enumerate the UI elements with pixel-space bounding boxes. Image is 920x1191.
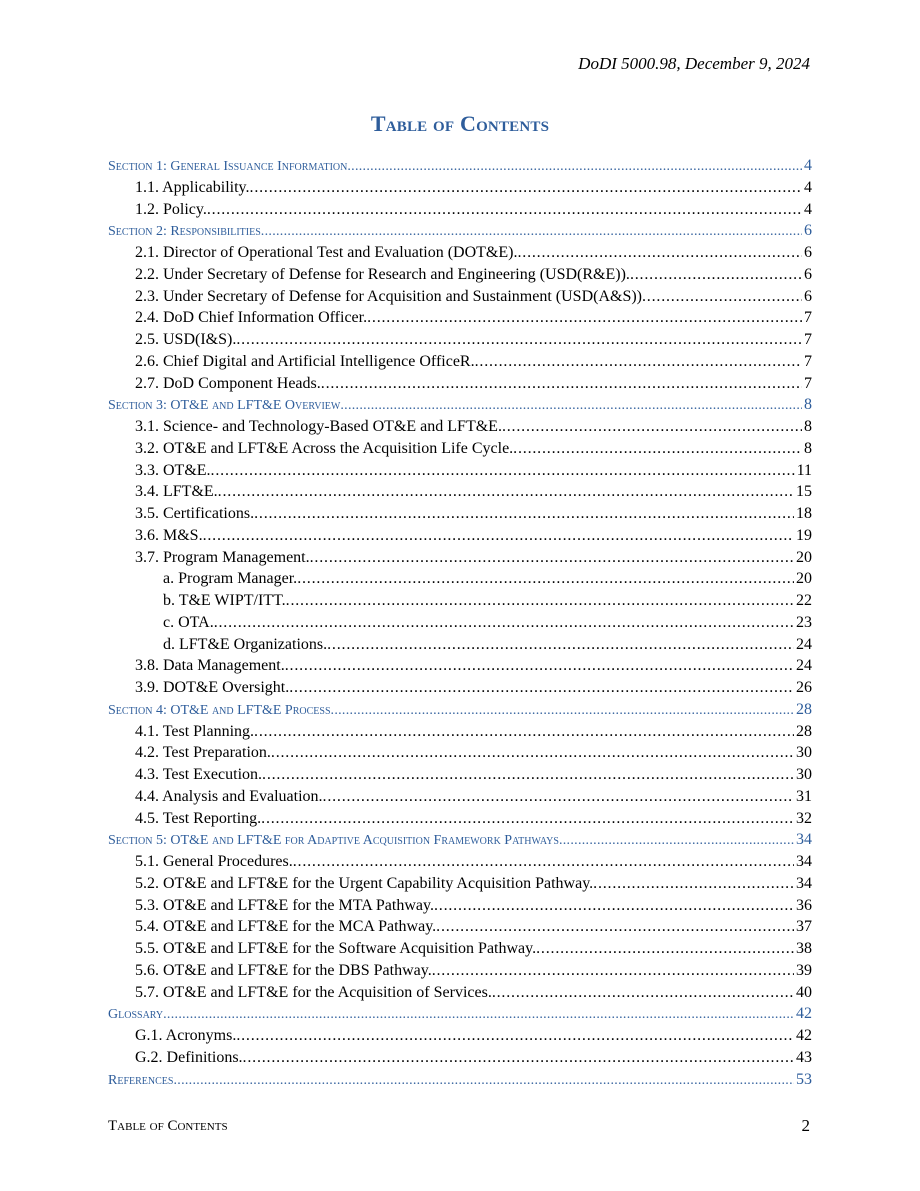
toc-entry-text: 4.5. Test Reporting. bbox=[135, 809, 262, 827]
toc-entry-text: Section 5: OT&E and LFT&E for Adaptive Acquisition Framework Pathways bbox=[108, 833, 559, 849]
toc-section-link[interactable] bbox=[108, 155, 812, 177]
dot-leader bbox=[203, 525, 794, 547]
toc-subsection-link[interactable] bbox=[108, 1025, 812, 1047]
toc-subsection-link[interactable] bbox=[108, 808, 812, 830]
toc-entry-text: 2.6. Chief Digital and Artificial Intelligence OfficeR. bbox=[135, 352, 475, 370]
toc-subsection-link[interactable] bbox=[108, 242, 812, 264]
dot-leader bbox=[243, 1047, 794, 1069]
toc-page-number: 26 bbox=[796, 679, 812, 696]
dot-leader bbox=[630, 264, 802, 286]
toc-entry-text: 3.7. Program Management. bbox=[135, 548, 310, 566]
toc-page-number: 7 bbox=[804, 331, 812, 348]
toc-page-number: 15 bbox=[796, 483, 812, 501]
toc-entry-text: 2.1. Director of Operational Test and Evaluation (DOT&E). bbox=[135, 244, 518, 261]
toc-page-number: 38 bbox=[796, 940, 812, 957]
toc-page-number: 34 bbox=[796, 853, 812, 870]
toc-subsection-link[interactable] bbox=[108, 416, 812, 438]
dot-leader bbox=[436, 916, 794, 938]
dot-leader bbox=[323, 786, 794, 808]
dot-leader bbox=[502, 416, 802, 438]
toc-page-number: 7 bbox=[804, 352, 812, 370]
toc-entry-text: 5.4. OT&E and LFT&E for the MCA Pathway. bbox=[135, 918, 437, 936]
toc-subsection-link[interactable] bbox=[108, 851, 812, 873]
dot-leader bbox=[327, 634, 794, 656]
toc-entry-text: G.1. Acronyms. bbox=[135, 1027, 237, 1044]
dot-leader bbox=[262, 764, 794, 786]
toc-page-number: 22 bbox=[796, 592, 812, 609]
dot-leader bbox=[297, 568, 794, 590]
toc-item-link[interactable] bbox=[108, 590, 812, 612]
toc-subsection-link[interactable] bbox=[108, 438, 812, 460]
toc-subsection-link[interactable] bbox=[108, 982, 812, 1004]
toc-subsection-link[interactable] bbox=[108, 199, 812, 221]
toc-entry-text: 5.3. OT&E and LFT&E for the MTA Pathway. bbox=[135, 896, 434, 914]
toc-page-number: 30 bbox=[796, 744, 812, 762]
toc-entry-text: 2.7. DoD Component Heads. bbox=[135, 374, 321, 392]
toc-page-number: 4 bbox=[804, 157, 812, 174]
dot-leader bbox=[173, 1070, 794, 1091]
toc-entry-text: 3.1. Science- and Technology-Based OT&E and LFT&E. bbox=[135, 418, 502, 435]
toc-page-number: 8 bbox=[804, 439, 812, 457]
dot-leader bbox=[289, 677, 794, 699]
toc-subsection-link[interactable] bbox=[108, 177, 812, 199]
toc-subsection-link[interactable] bbox=[108, 525, 812, 547]
toc-entry-text: c. OTA. bbox=[163, 613, 214, 631]
toc-page-number: 6 bbox=[804, 287, 812, 305]
toc-entry-text: b. T&E WIPT/ITT. bbox=[163, 592, 286, 609]
toc-subsection-link[interactable] bbox=[108, 916, 812, 938]
toc-item-link[interactable] bbox=[108, 612, 812, 634]
toc-subsection-link[interactable] bbox=[108, 503, 812, 525]
dot-leader bbox=[250, 177, 802, 199]
toc-entry-text: 5.7. OT&E and LFT&E for the Acquisition of Services. bbox=[135, 983, 492, 1001]
toc-entry-text: 2.2. Under Secretary of Defense for Research and Engineering (USD(R&E)). bbox=[135, 265, 630, 283]
toc-subsection-link[interactable] bbox=[108, 373, 812, 395]
toc-subsection-link[interactable] bbox=[108, 329, 812, 351]
dot-leader bbox=[285, 655, 794, 677]
toc-entry-text: 4.1. Test Planning. bbox=[135, 722, 255, 740]
toc-page-number: 6 bbox=[804, 265, 812, 283]
dot-leader bbox=[492, 982, 794, 1004]
toc-subsection-link[interactable] bbox=[108, 655, 812, 677]
toc-page-number: 42 bbox=[796, 1027, 812, 1044]
toc-entry-text: 1.1. Applicability. bbox=[135, 178, 250, 196]
toc-page-number: 32 bbox=[796, 809, 812, 827]
toc-page-number: 40 bbox=[796, 983, 812, 1001]
dot-leader bbox=[536, 938, 794, 960]
toc-page-number: 30 bbox=[796, 766, 812, 783]
toc-page-number: 20 bbox=[796, 570, 812, 588]
toc-page-number: 7 bbox=[804, 309, 812, 327]
toc-subsection-link[interactable] bbox=[108, 895, 812, 917]
toc-page-number: 6 bbox=[804, 244, 812, 261]
toc-entry-text: Section 1: General Issuance Information bbox=[108, 159, 348, 174]
toc-section-link[interactable] bbox=[108, 220, 812, 242]
toc-page-number: 20 bbox=[796, 548, 812, 566]
page-title: Table of Contents bbox=[370, 111, 550, 136]
toc-entry-text: 3.8. Data Management. bbox=[135, 657, 285, 675]
dot-leader bbox=[254, 503, 794, 525]
toc-page-number: 6 bbox=[804, 222, 812, 240]
toc-subsection-link[interactable] bbox=[108, 481, 812, 503]
dot-leader bbox=[214, 612, 794, 634]
toc-page-number: 28 bbox=[796, 700, 812, 718]
toc-entry-text: 5.1. General Procedures. bbox=[135, 853, 293, 870]
dot-leader bbox=[293, 851, 794, 873]
toc-page-number: 34 bbox=[796, 874, 812, 892]
dot-leader bbox=[513, 438, 802, 460]
toc-subsection-link[interactable] bbox=[108, 938, 812, 960]
toc-section-link[interactable] bbox=[108, 829, 812, 851]
toc-subsection-link[interactable] bbox=[108, 764, 812, 786]
dot-leader bbox=[271, 742, 794, 764]
toc-page-number: 39 bbox=[796, 961, 812, 979]
toc-entry-text: 1.2. Policy. bbox=[135, 200, 207, 218]
dot-leader bbox=[310, 547, 794, 569]
toc-subsection-link[interactable] bbox=[108, 264, 812, 286]
toc-entry-text: 4.4. Analysis and Evaluation. bbox=[135, 787, 323, 805]
dot-leader bbox=[254, 721, 794, 743]
toc-entry-text: 2.4. DoD Chief Information Officer. bbox=[135, 309, 368, 327]
dot-leader bbox=[367, 307, 802, 329]
toc-section-link[interactable] bbox=[108, 394, 812, 416]
toc-subsection-link[interactable] bbox=[108, 742, 812, 764]
dot-leader bbox=[236, 1025, 794, 1047]
dot-leader bbox=[340, 395, 802, 416]
toc-entry-text: a. Program Manager. bbox=[163, 570, 298, 588]
toc-subsection-link[interactable] bbox=[108, 547, 812, 569]
toc-subsection-link[interactable] bbox=[108, 786, 812, 808]
toc-subsection-link[interactable] bbox=[108, 351, 812, 373]
toc-page-number: 34 bbox=[796, 831, 812, 849]
table-of-contents bbox=[108, 155, 812, 1090]
dot-leader bbox=[347, 156, 802, 177]
toc-page-number: 53 bbox=[796, 1070, 812, 1088]
toc-section-link[interactable] bbox=[108, 1003, 812, 1025]
toc-subsection-link[interactable] bbox=[108, 721, 812, 743]
dot-leader bbox=[163, 1004, 794, 1025]
dot-leader bbox=[321, 373, 802, 395]
toc-page-number: 7 bbox=[804, 374, 812, 392]
toc-page-number: 11 bbox=[796, 461, 812, 479]
toc-entry-text: Glossary bbox=[108, 1007, 164, 1023]
dot-leader bbox=[642, 286, 802, 308]
dot-leader bbox=[434, 895, 794, 917]
toc-subsection-link[interactable] bbox=[108, 460, 812, 482]
dot-leader bbox=[331, 700, 794, 721]
dot-leader bbox=[593, 873, 794, 895]
dot-leader bbox=[207, 199, 802, 221]
dot-leader bbox=[475, 351, 802, 373]
toc-entry-text: 3.9. DOT&E Oversight. bbox=[135, 679, 290, 696]
toc-section-link[interactable] bbox=[108, 699, 812, 721]
toc-entry-text: 4.3. Test Execution. bbox=[135, 766, 263, 783]
toc-page-number: 42 bbox=[796, 1005, 812, 1023]
dot-leader bbox=[432, 960, 794, 982]
toc-page-number: 18 bbox=[796, 505, 812, 522]
toc-item-link[interactable] bbox=[108, 568, 812, 590]
toc-section-link[interactable] bbox=[108, 1069, 812, 1091]
toc-subsection-link[interactable] bbox=[108, 960, 812, 982]
toc-entry-text: Section 3: OT&E and LFT&E Overview bbox=[108, 398, 341, 414]
toc-page-number: 24 bbox=[796, 635, 812, 653]
toc-entry-text: d. LFT&E Organizations. bbox=[163, 635, 328, 653]
toc-subsection-link[interactable] bbox=[108, 677, 812, 699]
toc-page-number: 19 bbox=[796, 526, 812, 544]
dot-leader bbox=[517, 242, 802, 264]
toc-entry-text: 5.2. OT&E and LFT&E for the Urgent Capability Acquisition Pathway. bbox=[135, 874, 594, 892]
toc-entry-text: 3.6. M&S. bbox=[135, 526, 203, 544]
toc-subsection-link[interactable] bbox=[108, 307, 812, 329]
toc-entry-text: Section 4: OT&E and LFT&E Process bbox=[108, 702, 331, 718]
toc-page-number: 4 bbox=[804, 178, 812, 196]
toc-entry-text: 3.5. Certifications. bbox=[135, 505, 255, 522]
toc-entry-text: 3.4. LFT&E. bbox=[135, 483, 218, 501]
toc-page-number: 4 bbox=[804, 200, 812, 218]
toc-page-number: 8 bbox=[804, 418, 812, 435]
toc-page-number: 43 bbox=[796, 1048, 812, 1066]
dot-leader bbox=[559, 830, 794, 851]
toc-page-number: 8 bbox=[804, 396, 812, 414]
dot-leader bbox=[261, 221, 802, 242]
toc-page-number: 23 bbox=[796, 613, 812, 631]
footer-page-number: 2 bbox=[801, 1116, 810, 1135]
toc-entry-text: 2.3. Under Secretary of Defense for Acquisition and Sustainment (USD(A&S)) bbox=[135, 287, 642, 305]
dot-leader bbox=[211, 460, 795, 482]
toc-subsection-link[interactable] bbox=[108, 873, 812, 895]
toc-entry-text: References bbox=[108, 1072, 174, 1088]
toc-subsection-link[interactable] bbox=[108, 1047, 812, 1069]
toc-entry-text: 3.3. OT&E. bbox=[135, 461, 211, 479]
toc-item-link[interactable] bbox=[108, 634, 812, 656]
toc-page-number: 37 bbox=[796, 918, 812, 936]
toc-page-number: 31 bbox=[796, 787, 812, 805]
toc-entry-text: 5.6. OT&E and LFT&E for the DBS Pathway. bbox=[135, 961, 432, 979]
dot-leader bbox=[261, 808, 794, 830]
dot-leader bbox=[218, 481, 794, 503]
dot-leader bbox=[286, 590, 794, 612]
document-header: DoDI 5000.98, December 9, 2024 bbox=[578, 54, 810, 73]
toc-entry-text: 5.5. OT&E and LFT&E for the Software Acquisition Pathway. bbox=[135, 940, 537, 957]
toc-page-number: 28 bbox=[796, 722, 812, 740]
toc-entry-text: 2.5. USD(I&S). bbox=[135, 331, 237, 348]
toc-entry-text: 4.2. Test Preparation. bbox=[135, 744, 271, 762]
toc-page-number: 36 bbox=[796, 896, 812, 914]
dot-leader bbox=[236, 329, 802, 351]
footer-section-label: Table of Contents bbox=[108, 1118, 228, 1134]
toc-subsection-link[interactable] bbox=[108, 286, 812, 308]
toc-entry-text: Section 2: Responsibilities bbox=[108, 224, 261, 240]
toc-entry-text: 3.2. OT&E and LFT&E Across the Acquisition Life Cycle. bbox=[135, 439, 514, 457]
toc-entry-text: G.2. Definitions. bbox=[135, 1048, 243, 1066]
toc-page-number: 24 bbox=[796, 657, 812, 675]
